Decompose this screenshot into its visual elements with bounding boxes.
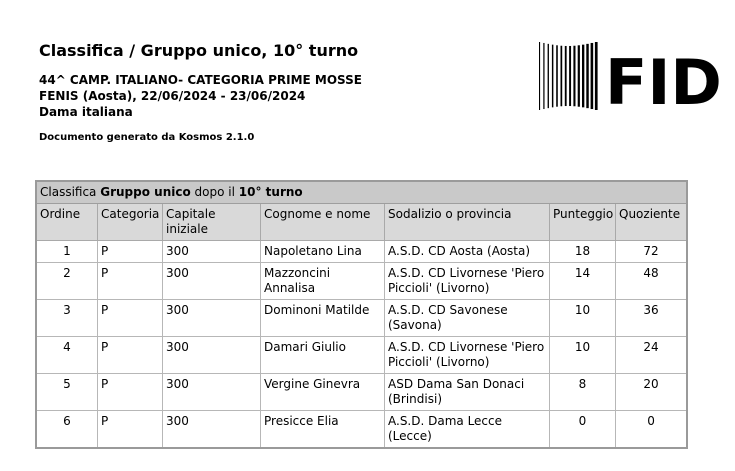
logo-stripe <box>556 45 558 106</box>
cell-nome: Dominoni Matilde <box>261 300 385 337</box>
event-location-dates: FENIS (Aosta), 22/06/2024 - 23/06/2024 <box>39 89 306 103</box>
cell-quoziente: 36 <box>616 300 687 337</box>
logo-stripe <box>539 42 540 110</box>
cell-categoria: P <box>98 337 163 374</box>
cell-capitale: 300 <box>163 411 261 448</box>
cell-punteggio: 0 <box>550 411 616 448</box>
caption-prefix: Classifica <box>40 185 97 199</box>
header-sodalizio: Sodalizio o provincia <box>385 204 550 241</box>
table-row <box>37 411 687 448</box>
cell-punteggio: 14 <box>550 263 616 300</box>
cell-punteggio: 8 <box>550 374 616 411</box>
cell-categoria: P <box>98 411 163 448</box>
header-ordine: Ordine <box>37 204 98 241</box>
table-row <box>37 337 687 374</box>
header-capitale: Capitale iniziale <box>163 204 261 241</box>
championship-name: 44^ CAMP. ITALIANO- CATEGORIA PRIME MOSSE <box>39 73 362 87</box>
logo-stripe <box>552 45 553 108</box>
caption-round: 10° turno <box>238 185 303 199</box>
cell-sodalizio: A.S.D. CD Livornese 'Piero Piccioli' (Livorno) <box>385 263 550 300</box>
table-caption-row <box>37 182 687 204</box>
cell-quoziente: 72 <box>616 241 687 263</box>
header-quoziente: Quoziente <box>616 204 687 241</box>
cell-capitale: 300 <box>163 241 261 263</box>
caption-middle: dopo il <box>194 185 235 199</box>
cell-ordine: 1 <box>37 241 98 263</box>
cell-nome: Napoletano Lina <box>261 241 385 263</box>
logo-stripe <box>595 42 598 110</box>
cell-sodalizio: ASD Dama San Donaci (Brindisi) <box>385 374 550 411</box>
cell-nome: Vergine Ginevra <box>261 374 385 411</box>
fid-logo <box>537 40 722 119</box>
logo-stripe <box>591 43 594 109</box>
cell-punteggio: 18 <box>550 241 616 263</box>
cell-ordine: 2 <box>37 263 98 300</box>
cell-ordine: 6 <box>37 411 98 448</box>
cell-quoziente: 48 <box>616 263 687 300</box>
cell-punteggio: 10 <box>550 337 616 374</box>
cell-categoria: P <box>98 300 163 337</box>
logo-stripe <box>561 46 563 107</box>
table-header-row <box>37 204 687 241</box>
cell-sodalizio: A.S.D. CD Aosta (Aosta) <box>385 241 550 263</box>
logo-stripe <box>578 45 580 106</box>
standings-table <box>36 181 687 448</box>
header-nome: Cognome e nome <box>261 204 385 241</box>
logo-stripe <box>569 46 571 106</box>
cell-quoziente: 24 <box>616 337 687 374</box>
cell-sodalizio: A.S.D. CD Savonese (Savona) <box>385 300 550 337</box>
cell-nome: Presicce Elia <box>261 411 385 448</box>
table-caption <box>37 182 687 204</box>
header-categoria: Categoria <box>98 204 163 241</box>
cell-categoria: P <box>98 263 163 300</box>
cell-sodalizio: A.S.D. CD Livornese 'Piero Piccioli' (Livorno) <box>385 337 550 374</box>
table-row <box>37 300 687 337</box>
logo-stripe <box>573 46 575 107</box>
generated-note: Documento generato da Kosmos 2.1.0 <box>39 132 255 143</box>
cell-ordine: 3 <box>37 300 98 337</box>
cell-ordine: 5 <box>37 374 98 411</box>
logo-stripe <box>565 46 567 106</box>
table-row <box>37 241 687 263</box>
cell-quoziente: 0 <box>616 411 687 448</box>
caption-group: Gruppo unico <box>100 185 191 199</box>
cell-categoria: P <box>98 241 163 263</box>
logo-stripe <box>586 44 588 108</box>
game-type: Dama italiana <box>39 105 133 119</box>
cell-sodalizio: A.S.D. Dama Lecce (Lecce) <box>385 411 550 448</box>
logo-stripe <box>582 45 584 108</box>
cell-categoria: P <box>98 374 163 411</box>
logo-stripe <box>548 44 549 108</box>
cell-capitale: 300 <box>163 337 261 374</box>
cell-quoziente: 20 <box>616 374 687 411</box>
cell-nome: Damari Giulio <box>261 337 385 374</box>
fid-logo-text: FID <box>605 46 722 119</box>
table-row <box>37 263 687 300</box>
header-punteggio: Punteggio <box>550 204 616 241</box>
cell-ordine: 4 <box>37 337 98 374</box>
cell-capitale: 300 <box>163 300 261 337</box>
cell-nome: Mazzoncini Annalisa <box>261 263 385 300</box>
logo-stripe <box>543 43 544 109</box>
page-title: Classifica / Gruppo unico, 10° turno <box>39 41 359 60</box>
cell-capitale: 300 <box>163 263 261 300</box>
cell-capitale: 300 <box>163 374 261 411</box>
cell-punteggio: 10 <box>550 300 616 337</box>
table-row <box>37 374 687 411</box>
